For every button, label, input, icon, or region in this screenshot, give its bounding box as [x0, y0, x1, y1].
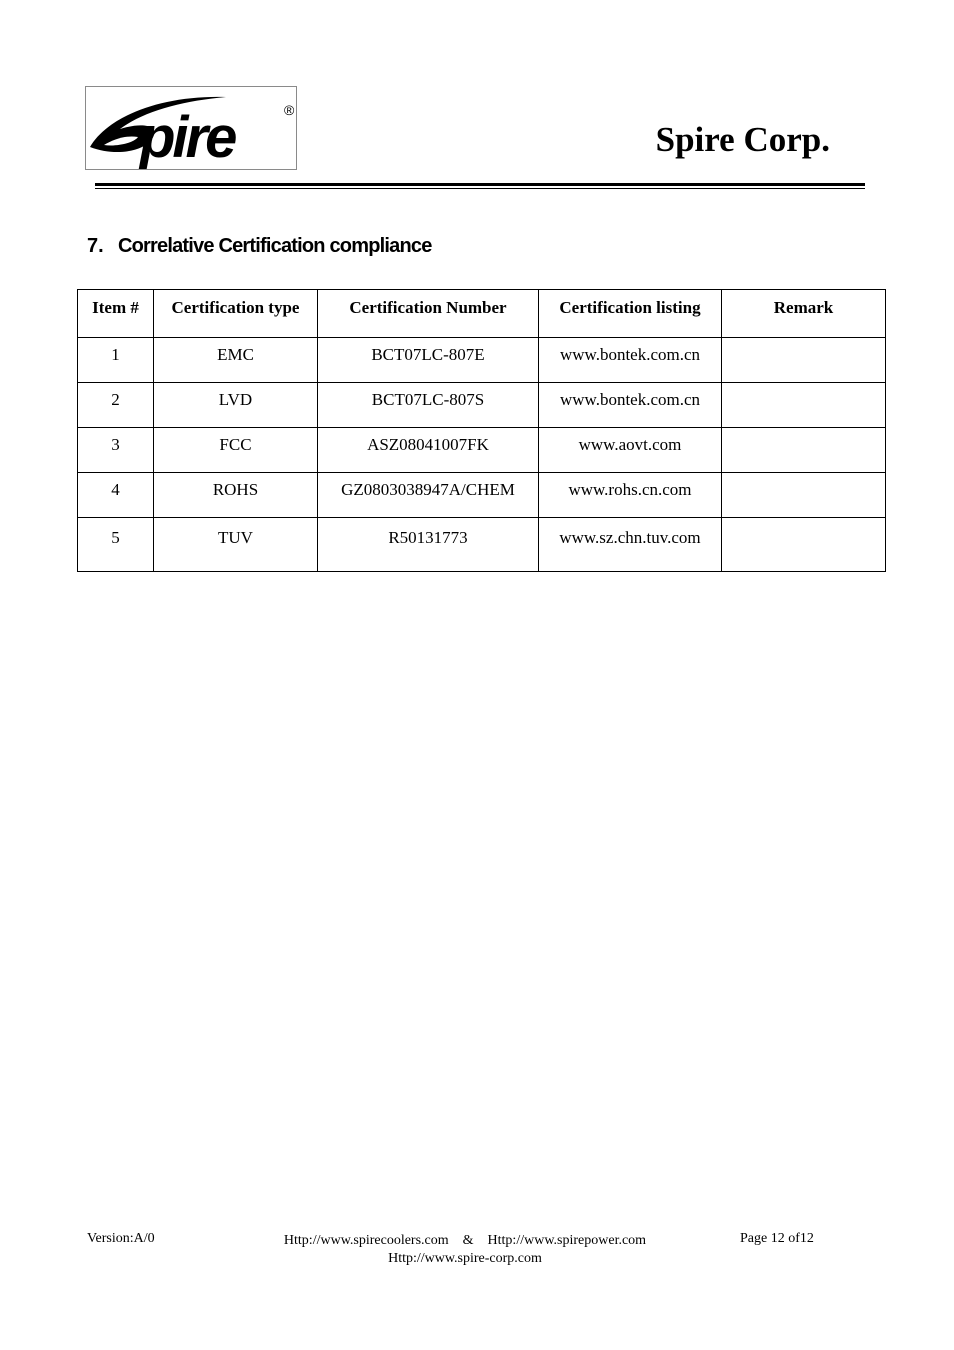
cell-remark: [722, 518, 886, 572]
spire-logo: [85, 86, 297, 170]
cell-item: 3: [78, 428, 154, 473]
cell-cert-number: R50131773: [318, 518, 539, 572]
registered-mark: ®: [284, 102, 295, 118]
header-cert-number: Certification Number: [318, 290, 539, 338]
cell-cert-listing: www.bontek.com.cn: [539, 338, 722, 383]
footer-page-number: Page 12 of12: [740, 1231, 814, 1246]
cell-remark: [722, 428, 886, 473]
cell-cert-number: GZ0803038947A/CHEM: [318, 473, 539, 518]
cell-item: 2: [78, 383, 154, 428]
cell-remark: [722, 338, 886, 383]
table-row: [78, 518, 886, 572]
cell-cert-type: FCC: [154, 428, 318, 473]
cell-cert-listing: www.aovt.com: [539, 428, 722, 473]
footer-link-spirecoolers[interactable]: Http://www.spirecoolers.com: [283, 1233, 449, 1248]
section-title-text: Correlative Certification compliance: [118, 235, 432, 257]
header-item: Item #: [78, 290, 154, 338]
footer-links: [200, 1232, 730, 1268]
table-row: [78, 338, 886, 383]
header-cert-type: Certification type: [154, 290, 318, 338]
spire-logo-mark: [86, 87, 298, 171]
cell-cert-type: TUV: [154, 518, 318, 572]
cell-item: 5: [78, 518, 154, 572]
table-row: [78, 428, 886, 473]
footer-ampersand: &: [462, 1233, 474, 1248]
cell-cert-number: BCT07LC-807S: [318, 383, 539, 428]
cell-cert-listing: www.sz.chn.tuv.com: [539, 518, 722, 572]
cell-cert-listing: www.rohs.cn.com: [539, 473, 722, 518]
header-rule-thin: [95, 188, 865, 189]
cell-remark: [722, 473, 886, 518]
footer-link-spire-corp[interactable]: Http://www.spire-corp.com: [388, 1251, 542, 1266]
header-rule-thick: [95, 183, 865, 186]
footer-link-spirepower[interactable]: Http://www.spirepower.com: [487, 1233, 647, 1248]
cell-cert-type: LVD: [154, 383, 318, 428]
table-row: [78, 383, 886, 428]
cell-cert-number: ASZ08041007FK: [318, 428, 539, 473]
cell-cert-type: ROHS: [154, 473, 318, 518]
cell-cert-listing: www.bontek.com.cn: [539, 383, 722, 428]
cell-cert-type: EMC: [154, 338, 318, 383]
table-row: [78, 473, 886, 518]
cell-remark: [722, 383, 886, 428]
cell-cert-number: BCT07LC-807E: [318, 338, 539, 383]
cell-item: 4: [78, 473, 154, 518]
logo-wordmark: pire: [140, 105, 235, 170]
section-heading: [87, 233, 432, 259]
company-name: Spire Corp.: [655, 120, 830, 159]
cell-item: 1: [78, 338, 154, 383]
header-remark: Remark: [722, 290, 886, 338]
certification-table: [77, 289, 886, 572]
footer-version: Version:A/0: [87, 1231, 155, 1246]
header-cert-listing: Certification listing: [539, 290, 722, 338]
section-number: 7.: [87, 235, 104, 257]
table-header-row: [78, 290, 886, 338]
